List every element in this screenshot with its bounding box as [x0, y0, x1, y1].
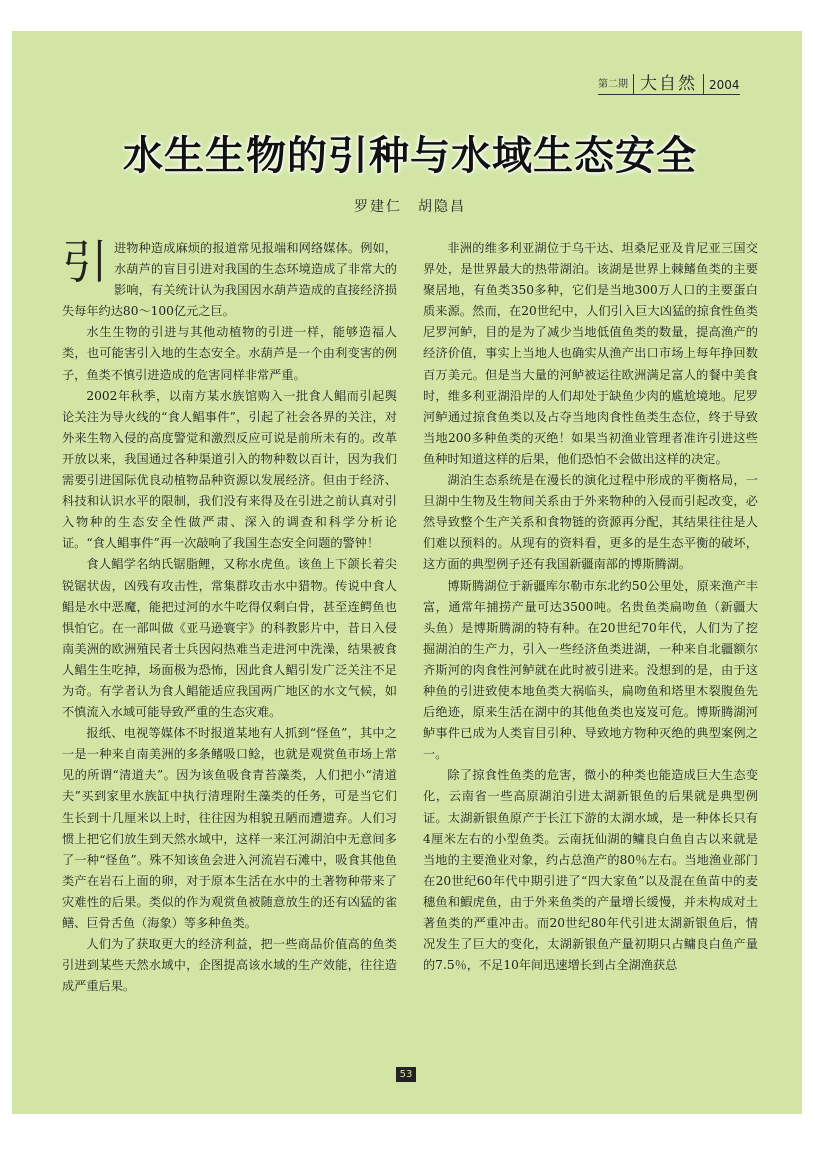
paragraph: 除了掠食性鱼类的危害，微小的种类也能造成巨大生态变化，云南省一些高原湖泊引进太湖新银鱼的后果就是典型例证。太湖新银鱼原产于长江下游的太湖水域，是一种体长只有4厘米左右的小型鱼类。云南抚仙湖的鳙良白鱼自古以来就是当地的主要渔业对象，约占总渔产的80％左右。当地渔业部门在20世纪60年代中期引进了“四大家鱼”以及混在鱼苗中的麦穗鱼和鰕虎鱼，由于外来鱼类的产量增长缓慢，并未构成对土著鱼类的严重冲击。而20世纪80年代引进太湖新银鱼后，情况发生了巨大的变化，太湖新银鱼产量初期只占鳙良白鱼产量的7.5％，不足10年间迅速增长到占全湖渔获总 — [423, 768, 758, 973]
magazine-name: 大自然 — [633, 74, 704, 94]
article-title: 水生生物的引种与水域生态安全 — [123, 132, 697, 179]
drop-cap: 引 — [62, 235, 108, 289]
magazine-header — [598, 72, 740, 95]
paragraph: 2002年秋季，以南方某水族馆购入一批食人鲳而引起舆论关注为导火线的“食人鲳事件”，引起了社会各界的关注，对外来生物入侵的高度警觉和激烈反应可说是前所未有的。改革开放以来，我国通过各种渠道引入的物种数以百计，因为我们需要引进国际优良动植物品种资源以发展经济。但由于经济、科技和认识水平的限制，我们没有来得及在引进之前认真对引入物种的生态安全性做严肃、深入的调查和科学分析论证。“食人鲳事件”再一次敲响了我国生态安全问题的警钟！ — [62, 388, 397, 551]
paragraph: 博斯腾湖位于新疆库尔勒市东北约50公里处，原来渔产丰富，通常年捕捞产量可达3500吨。名贵鱼类扁吻鱼（新疆大头鱼）是博斯腾湖的特有种。在20世纪70年代，人们为了挖掘湖泊的生产力，引入一些经济鱼类进湖，一种来自北疆额尔齐斯河的肉食性河鲈就在此时被引进来。没想到的是，由于这种鱼的引进致使本地鱼类大祸临头，扁吻鱼和塔里木裂腹鱼先后绝迹，原来生活在湖中的其他鱼类也岌岌可危。博斯腾湖河鲈事件已成为人类盲目引种、导致地方物种灭绝的典型案例之一。 — [423, 578, 758, 762]
left-column — [62, 235, 397, 997]
paragraph: 报纸、电视等媒体不时报道某地有人抓到“怪鱼”，其中之一是一种来自南美洲的多条鳍吸口鲶，也就是观赏鱼市场上常见的所谓“清道夫”。因为该鱼吸食青苔藻类，人们把小“清道夫”买到家里水族缸中执行清理附生藻类的任务，可是当它们生长到十几厘米以上时，往往因为相貌丑陋而遭遗弃。人们习惯上把它们放生到天然水域中，这样一来江河湖泊中无意间多了一种“怪鱼”。殊不知该鱼会进入河流岩石滩中，吸食其他鱼类产在岩石上面的卵，对于原本生活在水中的土著物种带来了灾难性的后果。类似的作为观赏鱼被随意放生的还有凶猛的雀鳝、巨骨舌鱼（海象）等多种鱼类。 — [62, 726, 397, 930]
paragraph-text: 进物种造成麻烦的报道常见报端和网络媒体。例如，水葫芦的盲目引进对我国的生态环境造成了非常大的影响，有关统计认为我国因水葫芦造成的直接经济损失每年约达80～100亿元之巨。 — [62, 241, 397, 319]
right-column — [423, 238, 758, 976]
article-authors: 罗建仁 胡隐昌 — [354, 199, 466, 215]
paragraph: 人们为了获取更大的经济利益，把一些商品价值高的鱼类引进到某些天然水域中，企图提高该水域的生产效能，往往造成严重后果。 — [62, 937, 397, 994]
paragraph: 湖泊生态系统是在漫长的演化过程中形成的平衡格局，一旦湖中生物及生物间关系由于外来物种的入侵而引起改变，必然导致整个生产关系和食物链的资源再分配，其结果往往是人们难以预料的。从现有的资料看，更多的是生态平衡的破坏，这方面的典型例子还有我国新疆南部的博斯腾湖。 — [423, 473, 758, 572]
issue-year: 2004 — [709, 78, 740, 92]
paragraph: 水生生物的引进与其他动植物的引进一样，能够造福人类，也可能害引入地的生态安全。水葫芦是一个由利变害的例子，鱼类不慎引进造成的危害同样非常严重。 — [62, 325, 397, 382]
issue-label: 第二期 — [598, 79, 628, 90]
page-number: 53 — [396, 1067, 416, 1082]
paragraph: 食人鲳学名纳氏锯脂鲤，又称水虎鱼。该鱼上下颌长着尖锐锯状齿，凶残有攻击性，常集群攻击水中猎物。传说中食人鲳是水中恶魔，能把过河的水牛吃得仅剩白骨，甚至连鳄鱼也惧怕它。在一部叫做《亚马逊寰宇》的科教影片中，昔日入侵南美洲的欧洲殖民者士兵因闷热难当走进河中洗澡，结果被食人鲳生生吃掉，场面极为恐怖，因此食人鲳引发广泛关注不足为奇。有学者认为食人鲳能适应我国两广地区的水文气候，如不慎流入水域可能导致严重的生态灾难。 — [62, 557, 397, 720]
paragraph — [62, 235, 397, 322]
paragraph: 非洲的维多利亚湖位于乌干达、坦桑尼亚及肯尼亚三国交界处，是世界最大的热带湖泊。该湖是世界上棘鳍鱼类的主要聚居地，有鱼类350多种，它们是当地300万人口的主要蛋白质来源。然而，在20世纪中，人们引入巨大凶猛的掠食性鱼类尼罗河鲈，目的是为了减少当地低值鱼类的数量，提高渔产的经济价值，事实上当地人也确实从渔产出口市场上每年挣回数百万美元。但是当大量的河鲈被运往欧洲满足富人的餐中美食时，维多利亚湖沿岸的人们却处于缺鱼少肉的尴尬境地。尼罗河鲈通过掠食鱼类以及占夺当地肉食性鱼类生态位，终于导致当地200多种鱼类的灭绝！如果当初渔业管理者准许引进这些鱼种时知道这样的后果，他们恐怕不会做出这样的决定。 — [423, 241, 758, 466]
